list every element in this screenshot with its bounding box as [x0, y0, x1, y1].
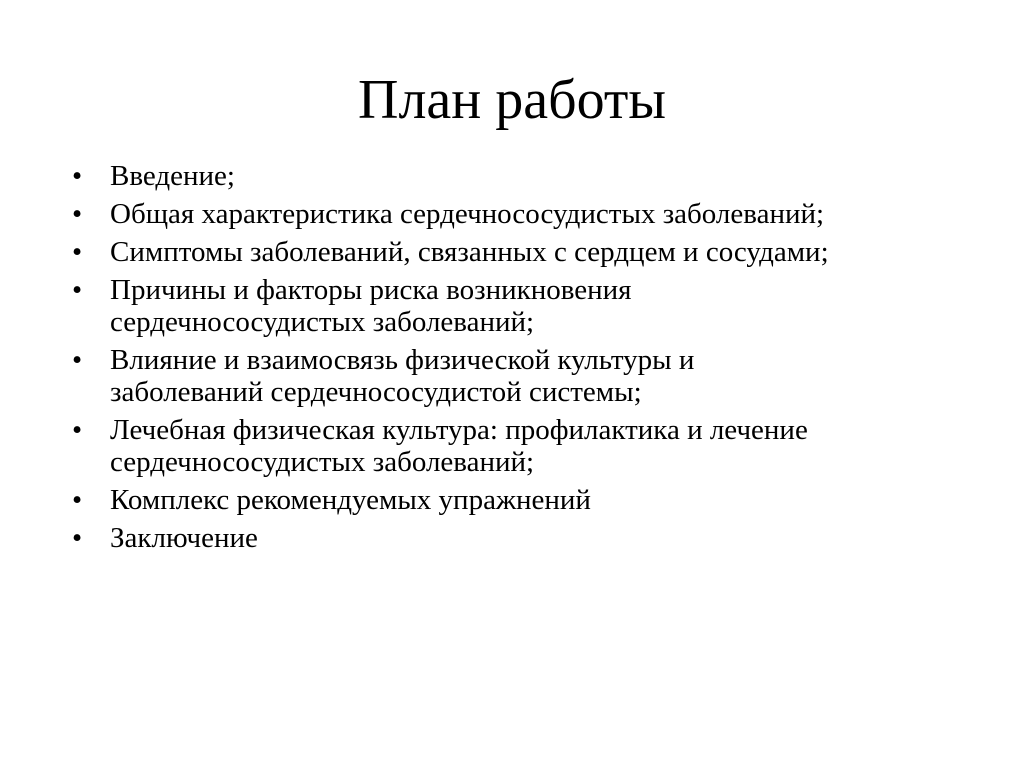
list-item: [72, 274, 750, 338]
bullet-icon: •: [72, 160, 83, 192]
list-item: [72, 198, 972, 230]
list-item: [72, 160, 972, 192]
item-text: Лечебная физическая культура: профилактика и лечение сердечнососудистых заболеваний;: [110, 414, 808, 478]
list-item: [72, 522, 972, 554]
bullet-icon: •: [72, 344, 83, 376]
slide-title: План работы: [358, 69, 666, 131]
list-item: [72, 484, 972, 516]
item-text: Причины и факторы риска возникновения сердечнососудистых заболеваний;: [110, 274, 632, 338]
bullet-icon: •: [72, 274, 83, 306]
bullet-icon: •: [72, 414, 83, 446]
bullet-icon: •: [72, 484, 83, 516]
list-item: [72, 344, 850, 408]
item-text: Общая характеристика сердечнососудистых заболеваний;: [110, 198, 825, 230]
bullet-icon: •: [72, 198, 83, 230]
item-text: Влияние и взаимосвязь физической культуры и заболеваний сердечнососудистой системы;: [110, 344, 695, 408]
item-text: Заключение: [110, 522, 258, 554]
item-text: Введение;: [110, 160, 235, 192]
item-text: Симптомы заболеваний, связанных с сердцем и сосудами;: [110, 236, 829, 268]
bullet-icon: •: [72, 236, 83, 268]
list-item: [72, 236, 972, 268]
list-item: [72, 414, 980, 478]
bullet-list: [72, 160, 972, 560]
item-text: Комплекс рекомендуемых упражнений: [110, 484, 591, 516]
bullet-icon: •: [72, 522, 83, 554]
